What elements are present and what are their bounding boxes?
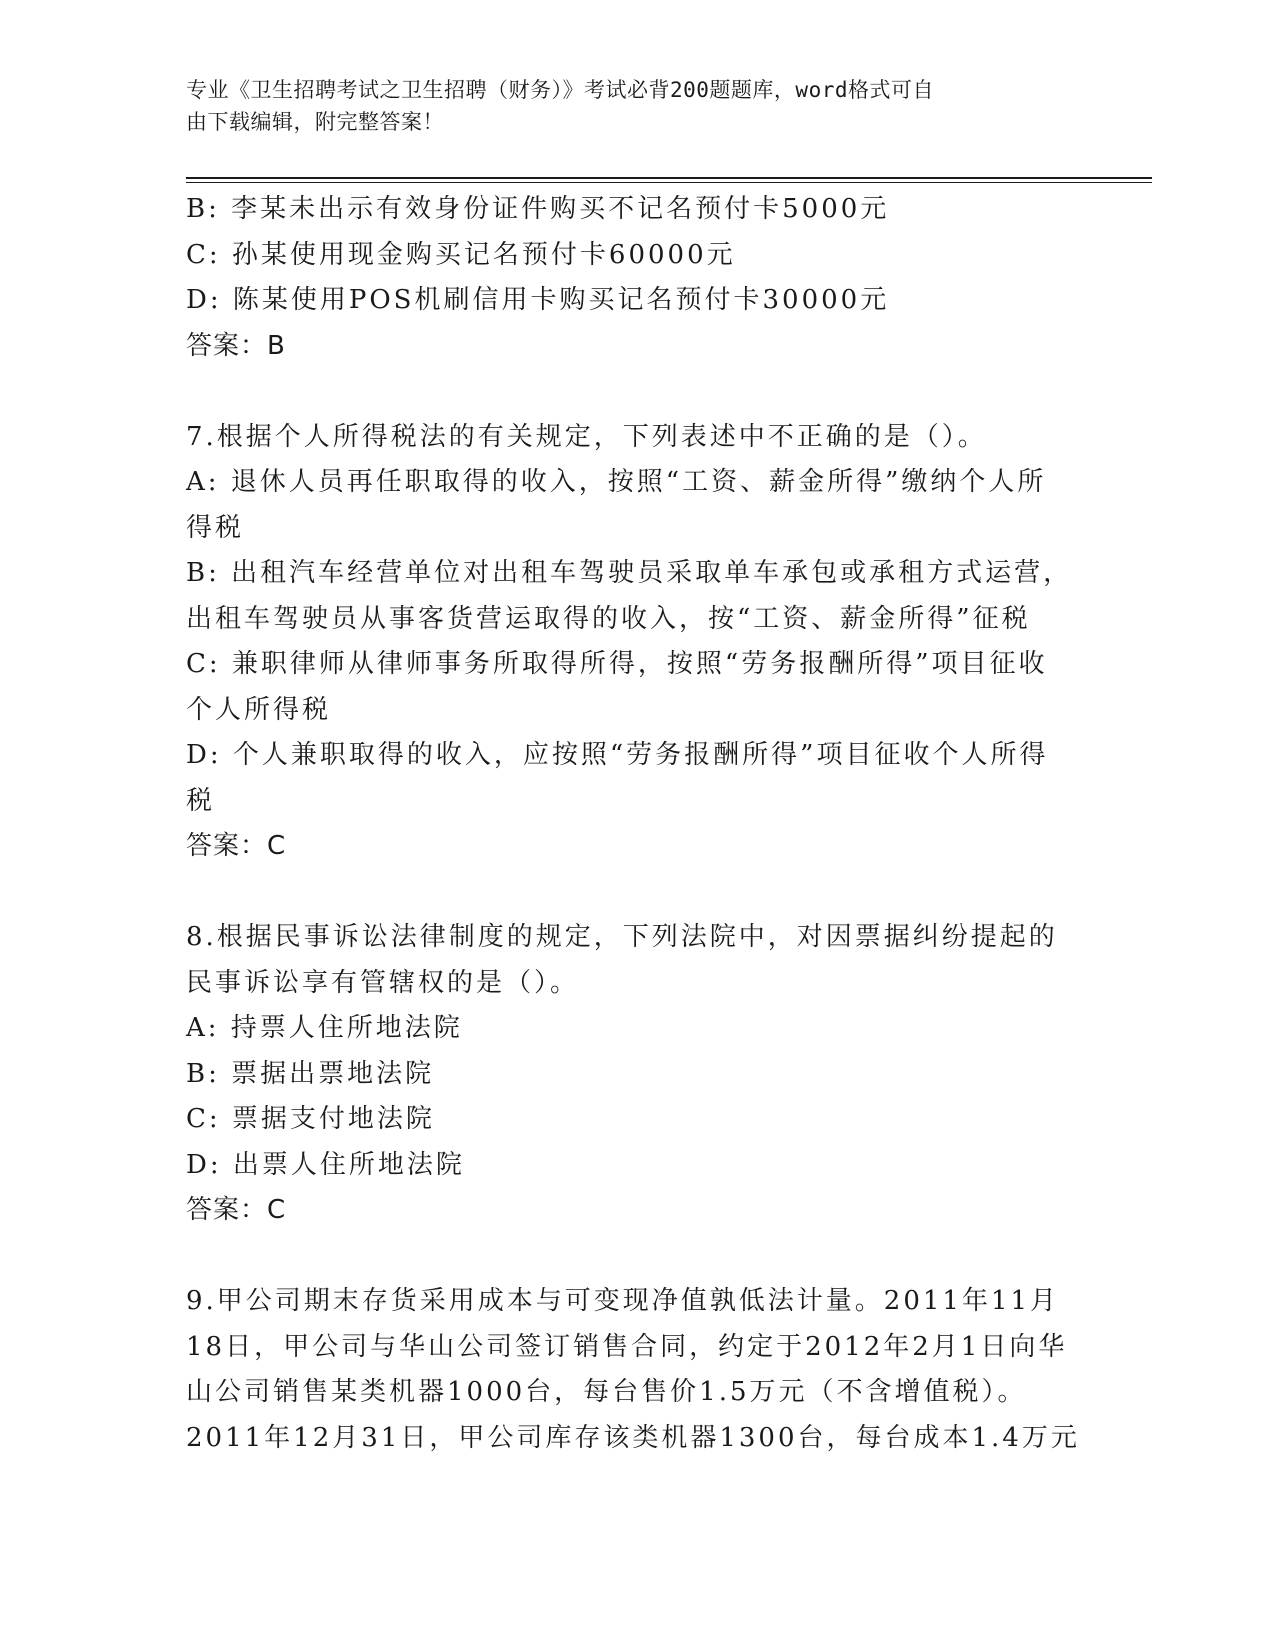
question-9 — [186, 1279, 1086, 1461]
answer: 答案：C — [186, 1195, 287, 1225]
header-line: 专业《卫生招聘考试之卫生招聘（财务）》考试必背200题题库，word格式可自 — [186, 78, 934, 102]
question-stem-cont: 2011年12月31日，甲公司库存该类机器1300台，每台成本1.4万元 — [186, 1422, 1080, 1453]
option-a-cont: 得税 — [186, 512, 245, 543]
header-line: 由下载编辑，附完整答案！ — [186, 110, 444, 134]
question-stem: 8.根据民事诉讼法律制度的规定，下列法院中，对因票据纠纷提起的 — [186, 922, 1058, 952]
option-d-cont: 税 — [186, 785, 216, 816]
option-c: C: 孙某使用现金购买记名预付卡60000元 — [186, 239, 736, 270]
header-divider-thin — [186, 182, 1152, 183]
header-divider — [186, 177, 1152, 179]
question-stem-cont: 18日，甲公司与华山公司签订销售合同，约定于2012年2月1日向华 — [186, 1331, 1068, 1362]
spacer — [186, 369, 1086, 415]
spacer — [186, 870, 1086, 916]
option-c: C: 票据支付地法院 — [186, 1104, 435, 1134]
question-stem: 9.甲公司期末存货采用成本与可变现净值孰低法计量。2011年11月 — [186, 1286, 1060, 1316]
option-b: B: 出租汽车经营单位对出租车驾驶员采取单车承包或承租方式运营， — [186, 558, 1073, 588]
option-b: B: 票据出票地法院 — [186, 1058, 435, 1089]
question-6-fragment — [186, 187, 1086, 369]
option-d: D: 出票人住所地法院 — [186, 1149, 465, 1180]
question-stem-cont: 民事诉讼享有管辖权的是（）。 — [186, 967, 580, 998]
option-c: C: 兼职律师从律师事务所取得所得，按照“劳务报酬所得”项目征收 — [186, 649, 1048, 679]
option-b-cont: 出租车驾驶员从事客货营运取得的收入，按“工资、薪金所得”征税 — [186, 603, 1031, 634]
option-c-cont: 个人所得税 — [186, 694, 332, 725]
option-a: A: 退休人员再任职取得的收入，按照“工资、薪金所得”缴纳个人所 — [186, 467, 1047, 497]
question-stem: 7.根据个人所得税法的有关规定，下列表述中不正确的是（）。 — [186, 421, 987, 452]
spacer — [186, 1234, 1086, 1280]
document-header — [186, 74, 1066, 138]
question-stem-cont: 山公司销售某类机器1000台，每台售价1.5万元（不含增值税）。 — [186, 1377, 1027, 1407]
question-7 — [186, 415, 1086, 870]
option-d: D: 个人兼职取得的收入，应按照“劳务报酬所得”项目征收个人所得 — [186, 740, 1049, 770]
question-8 — [186, 915, 1086, 1234]
document-body — [186, 187, 1086, 1461]
answer: 答案：B — [186, 330, 286, 361]
option-a: A: 持票人住所地法院 — [186, 1013, 463, 1043]
answer: 答案：C — [186, 831, 287, 861]
option-b: B: 李某未出示有效身份证件购买不记名预付卡5000元 — [186, 194, 890, 224]
option-d: D: 陈某使用POS机刷信用卡购买记名预付卡30000元 — [186, 285, 890, 315]
